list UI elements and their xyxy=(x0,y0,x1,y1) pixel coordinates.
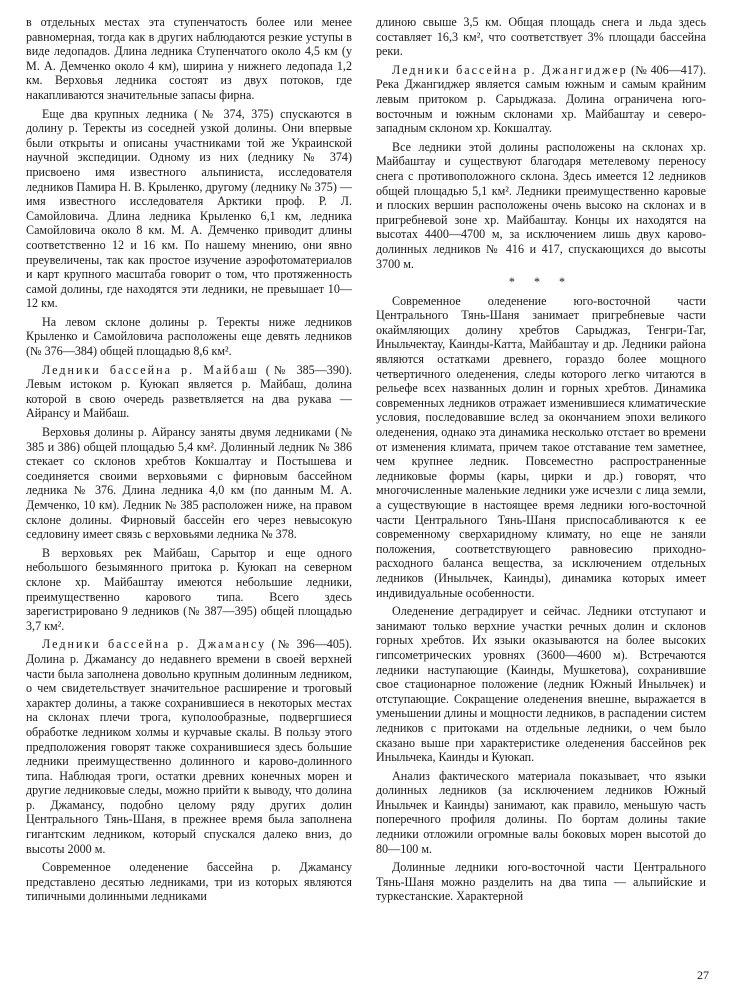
section-heading-dzhangidzher: Ледники бассейна р. Джангиджер xyxy=(392,62,628,77)
paragraph-sarytor: В верховьях рек Майбаш, Сарытор и еще одного небольшого безымянного притока р. Куюкап на северном склоне хр. Майбаштау имеются небольшие ледники, преимущественно карового типа. Всего здесь зарегистрировано 9 ледников (№ 387—395) общей площадью 3,7 км². xyxy=(26,545,352,633)
paragraph-degradation: Оледенение деградирует и сейчас. Ледники отступают и занимают только верхние участки речных долин и склонов горных хребтов. Их языки оказываются на более высоких гипсометрических уровнях (3600—4600 м). Встречаются ледники наступающие (Каинды, Мушкетова), сохранившие свое стационарное положение (ледник Южный Иныльчек) и отступающие. Сокращение оледенения внешне, выражается в уменьшении длины и мощности ледников, в распадении систем ледников с притоками на отдельные ледники, о чем было сказано выше при характеристике оледенения бассейнов рек Иныльчека, Каинды и Куюкап. xyxy=(376,604,707,765)
section-heading-maybash: Ледники бассейна р. Майбаш xyxy=(42,362,259,377)
paragraph-dzhangidzher-glaciers: Все ледники этой долины расположены на склонах хр. Майбаштау и существуют благодаря метелевому переносу снега с противоположного склона. Здесь имеется 12 ледников общей площадью 5,1 км². Ледники преимущественно каровые и плоских вершин расположены очень высоко на склонах и в пригребневой зоне хр. Майбаштау. Концы их находятся на высотах 4400—4700 м, за исключением лишь двух карово-долинных ледников № 416 и 417, спускающихся до высоты 3700 м. xyxy=(376,139,706,271)
paragraph-dzhangidzher-basin xyxy=(376,63,706,136)
paragraph-dzhamansu-modern: Современное оледенение бассейна р. Джамансу представлено десятью ледниками, три из которых являются типичными долинными ледниками xyxy=(26,860,352,904)
paragraph-analysis: Анализ фактического материала показывает, что языки долинных ледников (за исключением ледников Южный Иныльчек и Каинды) занимают, как правило, меньшую часть поперечного профиля долины. По бортам долины такие ледники отложили огромные валы боковых морен высотой до 80—100 м. xyxy=(376,768,706,856)
paragraph-stupenchaty: в отдельных местах эта ступенчатость более или менее равномерная, тогда как в других наблюдаются резкие уступы в виде ледопадов. Длина ледника Ступенчатого около 4,5 км (у М. А. Демченко около 4 км), ширина у нижнего ледопада 1,2 км. Верховья ледника состоят из двух потоков, где накапливаются значительные запасы фирна. xyxy=(26,15,352,102)
paragraph-krylenko-samoylovich: Еще два крупных ледника (№ 374, 375) спускаются в долину р. Теректы из соседней узкой долины. Они впервые были открыты и описаны участниками той же Украинской научной экспедиции. Одному из них (леднику № 374) присвоено имя известного альпиниста, исследователя ледников Памира Н. В. Крыленко, другому (леднику № 375) — имя известного исследователя Арктики проф. Р. Л. Самойловича. Длина ледника Крыленко 6,1 км, ледника Самойловича около 8 км. М. А. Демченко приводит длины соответственно 12 и 16 км. По нашему мнению, они явно преувеличены, так как простое изучение аэрофотоматериалов и карт крупного масштаба говорит о том, что протяженность самой долины, где находятся эти ледники, не превышает 10—12 км. xyxy=(26,106,352,311)
paragraph-ayransu: Верховья долины р. Айрансу заняты двумя ледниками (№ 385 и 386) общей площадью 5,4 км². Долинный ледник № 386 стекает со склонов хребтов Кокшалтау и Постышева и соединяется своими верховьями с фирновым бассейном ледника № 376. Длина ледника 4,0 км (по данным М. А. Демченко, 10 км). Ледник № 385 расположен ниже, на правом склоне долины. Фирновый бассейн его через невысокую седловину имеет связь с верховьями ледника № 378. xyxy=(26,425,352,542)
section-heading-dzhamansu: Ледники бассейна р. Джамансу xyxy=(42,637,267,652)
section-separator: * * * xyxy=(508,275,574,290)
paragraph-dzhamansu-continued: длиною свыше 3,5 км. Общая площадь снега и льда здесь составляет 16,3 км², что соответствует 3% площади бассейна реки. xyxy=(376,15,706,59)
paragraph-dzhangidzher-text: (№ 406—417). Река Джангиджер является самым южным и самым крайним левым притоком р. Сарыджаза. Долина ограничена юго-восточным и южным склонами хр. Майбаштау и северо-западным склоном хр. Кокшалтау. xyxy=(376,62,707,136)
paragraph-glacier-types: Долинные ледники юго-восточной части Центрального Тянь-Шаня можно разделить на два типа — альпийские и туркестанские. Характерной xyxy=(376,860,706,904)
paragraph-modern-glaciation: Современное оледенение юго-восточной части Центрального Тянь-Шаня занимает пригребневые части окаймляющих долину хребтов Сарыджаз, Тенгри-Таг, Иныльчектау, Каинды-Катта, Майбаштау и др. Ледники района являются остатками древнего, гораздо более мощного четвертичного оледенения, следы которого легко читаются в рельефе всех названных долин и горных хребтов. Динамика современных ледников отражает изменившиеся климатические условия, последовавшие вслед за окончанием эпохи великого оледенения, однако эта динамика несколько отстает во времени от изменения климата, причем такое отставание тем заметнее, чем крупнее ледник. Повсеместно распространенные ледниковые формы (кары, цирки и др.) говорят, что многочисленные маленькие ледники уже исчезли с лица земли, а существующие в настоящее время ледники юго-восточной части Центрального Тянь-Шаня приспосабливаются к ее современному сверхаридному климату, но еще не заняли положения, соответствующего равновесию приходно-расходного баланса вещества, за исключением отдельных ледников (Иныльчек, Каинды), динамика которых имеет индивидуальные особенности. xyxy=(376,293,706,600)
paragraph-dzhamansu-basin xyxy=(26,637,352,856)
paragraph-maybash-text: (№ 385—390). Левым истоком р. Куюкап является р. Майбаш, долина которой в свою очередь разветвляется на два рукава — Айрансу и Майбаш. xyxy=(26,362,352,421)
right-column xyxy=(376,15,706,908)
paragraph-maybash-basin xyxy=(26,363,352,421)
paragraph-left-slope-terekty: На левом склоне долины р. Теректы ниже ледников Крыленко и Самойловича расположены еще девять ледников (№ 376—384) общей площадью 8,6 км². xyxy=(26,314,352,359)
page-number: 27 xyxy=(697,968,709,982)
paragraph-dzhamansu-text: (№ 396—405). Долина р. Джамансу до недавнего времени в своей верхней части была заполнена довольно крупным долинным ледником, о чем свидетельствует значительное расширение и троговый характер долины, а также сохранившиеся в некоторых местах на склонах плечи трога, куполообразные, подвергшиеся обработке ледником холмы и курчавые скалы. В пользу этого предположения говорят также сохранившиеся здесь большие ледники преимущественно долинного и карово-долинного типа. Наблюдая троги, остатки древних конечных морен и другие ледниковые следы, можно прийти к выводу, что долина р. Джамансу, подобно целому ряду других долин Центрального Тянь-Шаня, в прежнее время была заполнена гигантским ледником, который спускался далеко вниз, до высоты 2000 м. xyxy=(26,637,352,856)
left-column xyxy=(26,15,352,908)
